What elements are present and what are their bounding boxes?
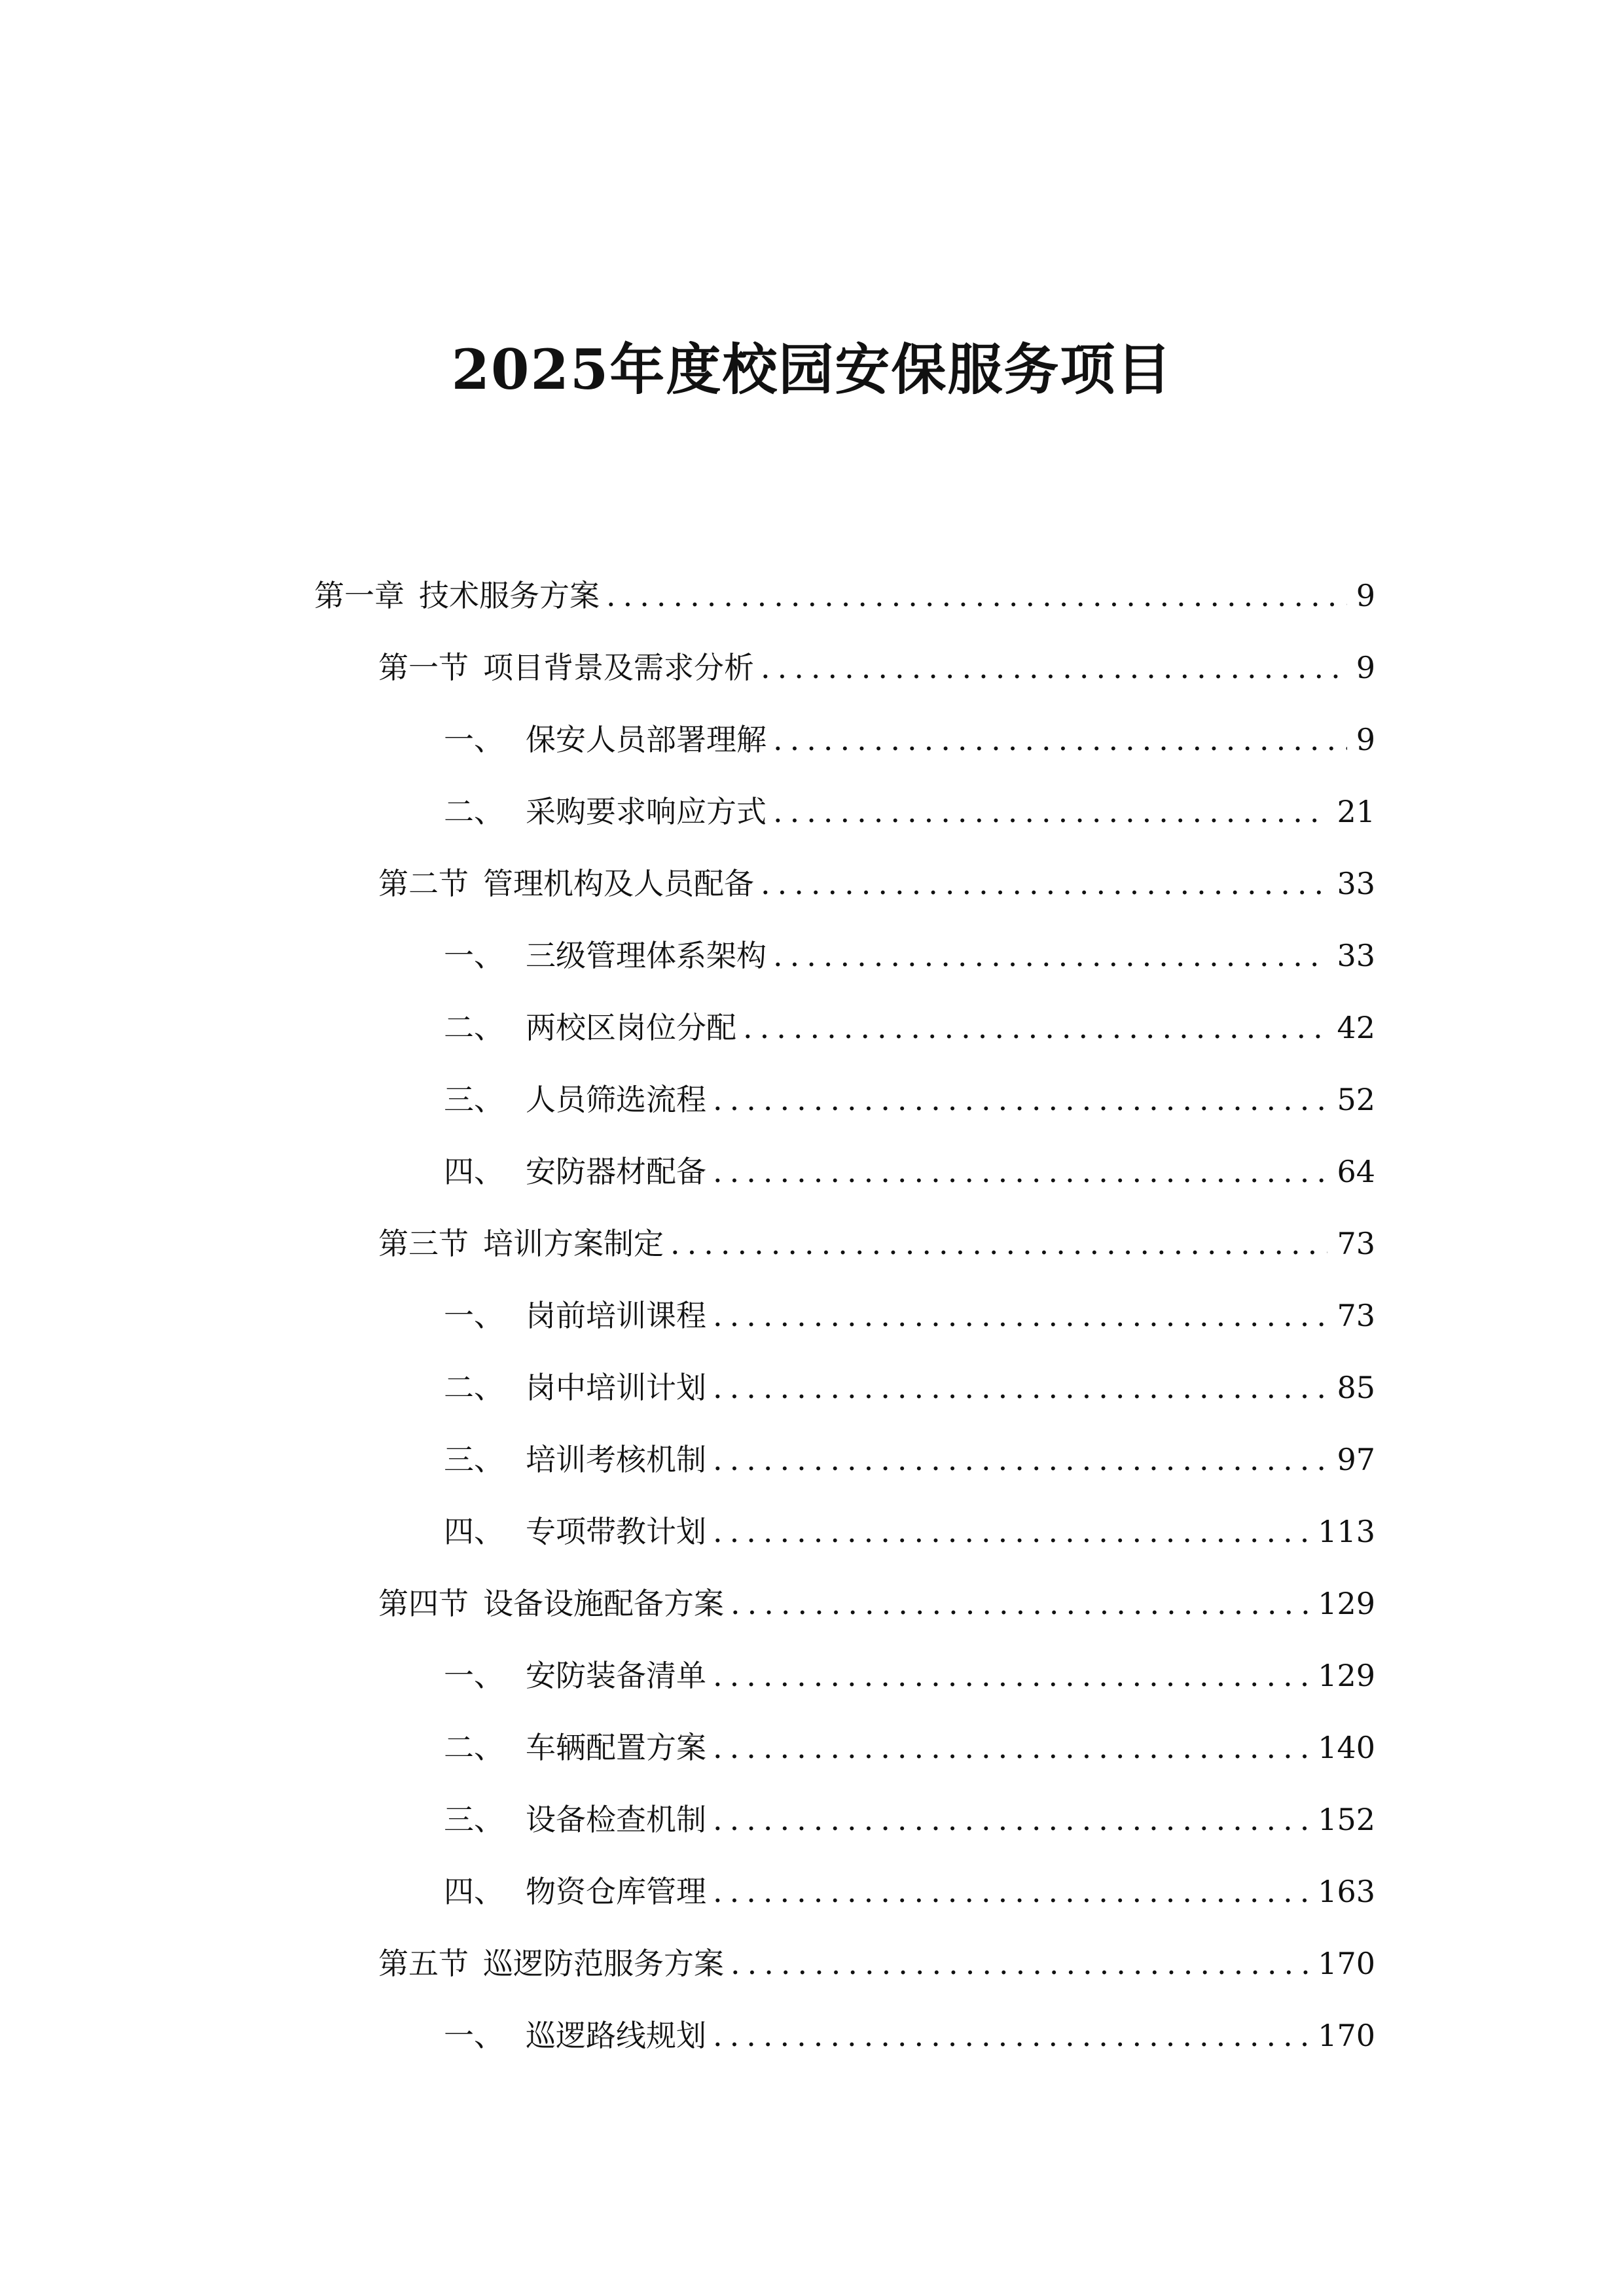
toc-entry-page: 97 — [1337, 1442, 1375, 1477]
toc-entry-page: 64 — [1337, 1154, 1375, 1189]
toc-entry-page: 85 — [1337, 1370, 1375, 1405]
toc-dot-leader — [761, 864, 1327, 903]
toc-dot-leader — [731, 1944, 1308, 1983]
toc-entry-page: 73 — [1337, 1298, 1375, 1333]
toc-entry-page: 52 — [1337, 1082, 1375, 1117]
toc-entry-title: 专项带教计划 — [526, 1514, 706, 1549]
toc-dot-leader — [606, 576, 1347, 615]
toc-entry-item[interactable] — [0, 1496, 1375, 1568]
toc-entry-title: 岗中培训计划 — [526, 1370, 706, 1405]
toc-entry-title: 项目背景及需求分析 — [483, 650, 754, 685]
toc-entry-title: 两校区岗位分配 — [526, 1010, 736, 1045]
toc-entry-page: 73 — [1337, 1226, 1375, 1261]
toc-dot-leader — [713, 2016, 1308, 2055]
toc-entry-item[interactable] — [0, 776, 1375, 848]
toc-entry-title: 物资仓库管理 — [526, 1874, 706, 1909]
toc-entry-item[interactable] — [0, 1136, 1375, 1208]
toc-dot-leader — [761, 648, 1347, 687]
toc-entry-title: 设备检查机制 — [526, 1802, 706, 1837]
toc-entry-item[interactable] — [0, 2000, 1375, 2072]
toc-entry-page: 33 — [1337, 866, 1375, 901]
toc-entry-item[interactable] — [0, 1856, 1375, 1928]
toc-dot-leader — [713, 1152, 1327, 1191]
toc-dot-leader — [713, 1728, 1308, 1767]
toc-entry-page: 129 — [1318, 1658, 1375, 1693]
toc-entry-title: 保安人员部署理解 — [526, 722, 767, 757]
toc-dot-leader — [731, 1584, 1308, 1623]
toc-entry-page: 9 — [1356, 722, 1375, 757]
toc-entry-section-4[interactable] — [0, 1568, 1375, 1640]
toc-entry-item[interactable] — [0, 1784, 1375, 1856]
toc-entry-number: 一、 — [444, 1298, 504, 1333]
toc-entry-number: 第一节 — [378, 650, 469, 685]
toc-entry-section-5[interactable] — [0, 1928, 1375, 2000]
toc-entry-number: 三、 — [444, 1802, 504, 1837]
toc-dot-leader — [713, 1080, 1327, 1119]
toc-entry-number: 第三节 — [378, 1226, 469, 1261]
toc-entry-number: 四、 — [444, 1154, 504, 1189]
toc-entry-section-1[interactable] — [0, 632, 1375, 704]
toc-dot-leader — [773, 720, 1347, 759]
toc-dot-leader — [670, 1224, 1327, 1263]
toc-dot-leader — [713, 1800, 1308, 1839]
toc-entry-number: 三、 — [444, 1082, 504, 1117]
toc-entry-number: 第四节 — [378, 1586, 469, 1621]
toc-entry-title: 三级管理体系架构 — [526, 938, 767, 973]
toc-dot-leader — [713, 1296, 1327, 1335]
toc-entry-page: 170 — [1318, 1946, 1375, 1981]
toc-entry-page: 163 — [1318, 1874, 1375, 1909]
toc-entry-number: 四、 — [444, 1514, 504, 1549]
toc-entry-item[interactable] — [0, 920, 1375, 992]
toc-dot-leader — [743, 1008, 1327, 1047]
toc-dot-leader — [713, 1656, 1308, 1695]
toc-entry-title: 人员筛选流程 — [526, 1082, 706, 1117]
toc-entry-title: 岗前培训课程 — [526, 1298, 706, 1333]
page-title: 2025年度校园安保服务项目 — [451, 337, 1173, 402]
toc-entry-item[interactable] — [0, 704, 1375, 776]
toc-entry-number: 一、 — [444, 1658, 504, 1693]
toc-dot-leader — [713, 1512, 1308, 1551]
toc-entry-item[interactable] — [0, 1352, 1375, 1424]
toc-entry-title: 安防装备清单 — [526, 1658, 706, 1693]
toc-entry-number: 第一章 — [314, 578, 405, 613]
toc-entry-number: 二、 — [444, 794, 504, 829]
toc-entry-page: 170 — [1318, 2018, 1375, 2053]
toc-entry-page: 9 — [1356, 578, 1375, 613]
toc-entry-number: 一、 — [444, 938, 504, 973]
toc-entry-item[interactable] — [0, 1424, 1375, 1496]
toc-entry-title: 培训方案制定 — [483, 1226, 664, 1261]
toc-entry-title: 巡逻防范服务方案 — [483, 1946, 724, 1981]
toc-entry-chapter-1[interactable] — [0, 560, 1375, 632]
toc-entry-page: 113 — [1318, 1514, 1375, 1549]
table-of-contents — [0, 560, 1624, 2072]
toc-entry-number: 第二节 — [378, 866, 469, 901]
toc-entry-item[interactable] — [0, 1640, 1375, 1712]
toc-dot-leader — [773, 792, 1327, 831]
toc-entry-title: 技术服务方案 — [419, 578, 600, 613]
toc-entry-number: 一、 — [444, 722, 504, 757]
toc-dot-leader — [773, 936, 1327, 975]
toc-entry-section-2[interactable] — [0, 848, 1375, 920]
toc-entry-number: 第五节 — [378, 1946, 469, 1981]
toc-dot-leader — [713, 1440, 1327, 1479]
toc-entry-number: 二、 — [444, 1370, 504, 1405]
toc-dot-leader — [713, 1872, 1308, 1911]
toc-entry-number: 四、 — [444, 1874, 504, 1909]
toc-entry-page: 21 — [1337, 794, 1375, 829]
toc-entry-item[interactable] — [0, 1064, 1375, 1136]
toc-entry-page: 33 — [1337, 938, 1375, 973]
toc-entry-item[interactable] — [0, 992, 1375, 1064]
toc-entry-page: 42 — [1337, 1010, 1375, 1045]
toc-entry-title: 巡逻路线规划 — [526, 2018, 706, 2053]
toc-entry-number: 一、 — [444, 2018, 504, 2053]
toc-entry-number: 二、 — [444, 1010, 504, 1045]
toc-entry-title: 采购要求响应方式 — [526, 794, 767, 829]
toc-entry-title: 车辆配置方案 — [526, 1730, 706, 1765]
toc-entry-page: 9 — [1356, 650, 1375, 685]
toc-entry-section-3[interactable] — [0, 1208, 1375, 1280]
toc-entry-page: 152 — [1318, 1802, 1375, 1837]
toc-entry-title: 管理机构及人员配备 — [483, 866, 754, 901]
toc-entry-item[interactable] — [0, 1280, 1375, 1352]
toc-entry-item[interactable] — [0, 1712, 1375, 1784]
toc-entry-title: 设备设施配备方案 — [483, 1586, 724, 1621]
toc-entry-page: 140 — [1318, 1730, 1375, 1765]
toc-entry-title: 培训考核机制 — [526, 1442, 706, 1477]
toc-dot-leader — [713, 1368, 1327, 1407]
toc-entry-title: 安防器材配备 — [526, 1154, 706, 1189]
toc-entry-number: 三、 — [444, 1442, 504, 1477]
toc-entry-page: 129 — [1318, 1586, 1375, 1621]
toc-entry-number: 二、 — [444, 1730, 504, 1765]
